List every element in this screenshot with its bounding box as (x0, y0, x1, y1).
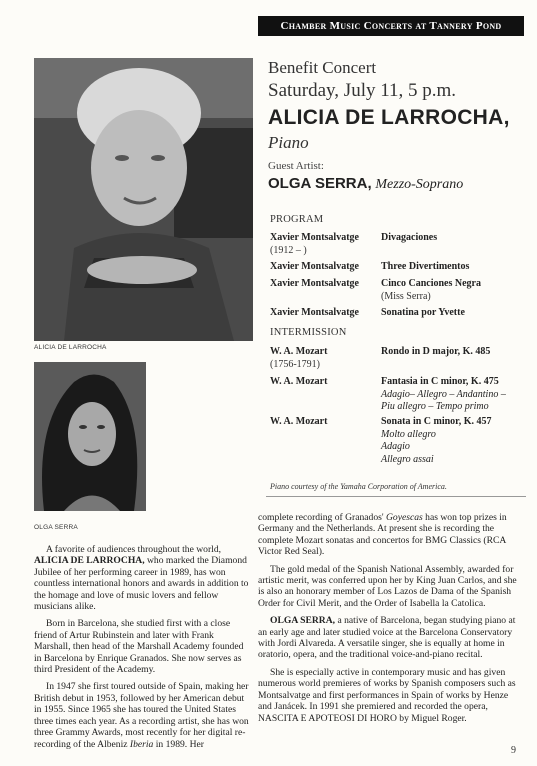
concert-type: Benefit Concert (268, 58, 377, 77)
composer-name: Xavier Montsalvatge (270, 307, 359, 318)
program-item-5-composer (270, 346, 378, 371)
bio-text: complete recording of Granados' (258, 512, 386, 523)
portrait-illustration (34, 58, 253, 341)
work-title: Divagaciones (381, 232, 438, 243)
bio-artist-name: ALICIA DE LARROCHA, (34, 555, 145, 567)
program-item-3-work (381, 278, 526, 303)
composer-dates: (1756-1791) (270, 358, 320, 370)
olga-serra-photo (34, 362, 146, 511)
intermission-heading: INTERMISSION (270, 327, 347, 338)
concert-date: Saturday, July 11, 5 p.m. (268, 80, 457, 101)
work-title: Rondo in D major, K. 485 (381, 346, 491, 357)
main-photo-caption: ALICIA DE LARROCHA (34, 344, 107, 351)
composer-name: W. A. Mozart (270, 416, 328, 427)
bio-right-column (258, 512, 523, 724)
bio-paragraph (258, 512, 523, 558)
composer-name: Xavier Montsalvatge (270, 232, 359, 243)
guest-artist-line (268, 175, 463, 193)
bio-work-title: Goyescas (386, 512, 423, 523)
program-item-4-composer (270, 307, 378, 320)
bio-paragraph: Born in Barcelona, she studied first with a close friend of Artur Rubinstein and later with Frank Marshall, then head of the Marshall Academy founded in Barcelona by Enrique Granados. She now serves as third President of the Academy. (34, 618, 244, 676)
composer-name: W. A. Mozart (270, 346, 328, 357)
page-header-banner (258, 16, 524, 36)
composer-name: W. A. Mozart (270, 376, 328, 387)
work-title: Sonatina por Yvette (381, 307, 465, 318)
program-item-7-composer (270, 416, 378, 429)
alicia-de-larrocha-photo (34, 58, 253, 341)
bio-paragraph (258, 615, 523, 661)
program-item-5-work (381, 346, 526, 359)
program-item-6-composer (270, 376, 378, 389)
program-item-7-work (381, 416, 526, 466)
artist-instrument: Piano (268, 133, 309, 152)
work-title: Three Divertimentos (381, 261, 470, 272)
artist-name: ALICIA DE LARROCHA, (268, 106, 510, 129)
work-note: (Miss Serra) (381, 290, 431, 302)
piano-courtesy-note: Piano courtesy of the Yamaha Corporation of America. (270, 482, 447, 491)
work-title: Cinco Canciones Negra (381, 278, 481, 289)
program-item-6-work (381, 376, 521, 414)
header-title: Chamber Music Concerts at Tannery Pond (280, 20, 502, 32)
guest-artist-instrument: Mezzo-Soprano (375, 177, 464, 192)
bio-artist-name: OLGA SERRA, (270, 615, 336, 627)
guest-portrait-illustration (34, 362, 146, 511)
page-number: 9 (511, 745, 516, 756)
composer-name: Xavier Montsalvatge (270, 278, 359, 289)
guest-artist-label: Guest Artist: (268, 160, 324, 172)
composer-name: Xavier Montsalvatge (270, 261, 359, 272)
program-item-4-work (381, 307, 526, 320)
work-title: Fantasia in C minor, K. 475 (381, 376, 499, 387)
bio-left-column (34, 544, 249, 750)
section-divider (266, 496, 526, 497)
bio-text: has won top prizes in Germany and the Netherlands. At present she is recording the complete Mozart sonatas and concertos for BMG Classics (RCA Victor Red Seal). (258, 512, 507, 558)
bio-paragraph (34, 681, 249, 749)
program-item-1-work (381, 232, 526, 245)
bio-paragraph: The gold medal of the Spanish National Assembly, awarded for artistic merit, was conferred upon her by King Juan Carlos, and she is also an honorary member of Los Lazos de Dama of the Spanish Order for Civil Merit, and the Order of Isabella la Catolica. (258, 563, 517, 609)
program-item-3-composer (270, 278, 378, 291)
program-item-2-composer (270, 261, 378, 274)
guest-photo-caption: OLGA SERRA (34, 524, 78, 531)
program-heading: PROGRAM (270, 214, 324, 225)
guest-artist-name: OLGA SERRA, (268, 175, 372, 192)
work-title: Sonata in C minor, K. 457 (381, 416, 492, 427)
bio-text: In 1947 she first toured outside of Spain, making her British debut in 1953, followed by her American debut in 1955. Since 1965 she has toured the United States three times each year. As a recording artist, she has won three Grammy Awards, most recently for her digital re-recording of the Albeniz (34, 681, 249, 750)
program-item-2-work (381, 261, 526, 274)
movement-3: Allegro assai (381, 453, 434, 465)
bio-text: in 1989. Her (153, 738, 204, 750)
bio-text: A favorite of audiences throughout the world, (46, 544, 222, 555)
movement-2: Adagio (381, 441, 410, 452)
bio-text: who marked the Diamond Jubilee of her performing career in 1989, has won countless international honors and awards in addition to the homage and love of music lovers and fellow musicians alike. (34, 555, 249, 613)
bio-paragraph (34, 544, 249, 612)
bio-work-title: Iberia (129, 738, 154, 750)
program-item-1-composer (270, 232, 378, 257)
bio-text: a native of Barcelona, began studying piano at an early age and later studied voice at the Barcelona Conservatory with Jordi Alvareda. A versatile singer, she is equally at home in oratorio, opera, and the traditional voice-and-piano recital. (258, 615, 516, 661)
bio-paragraph: She is especially active in contemporary music and has given numerous world premieres of works by Spanish composers such as Montsalvatge and first performances in Spain of works by Henze and Janácek. In 1991 she premiered and recorded the opera, NASCITA E APOTEOSI DI HORO by Miguel Roger. (258, 666, 516, 724)
composer-dates: (1912 – ) (270, 244, 307, 256)
work-movements: Adagio– Allegro – Andantino – Piu allegro – Tempo primo (381, 388, 506, 412)
movement-1: Molto allegro (381, 428, 436, 440)
